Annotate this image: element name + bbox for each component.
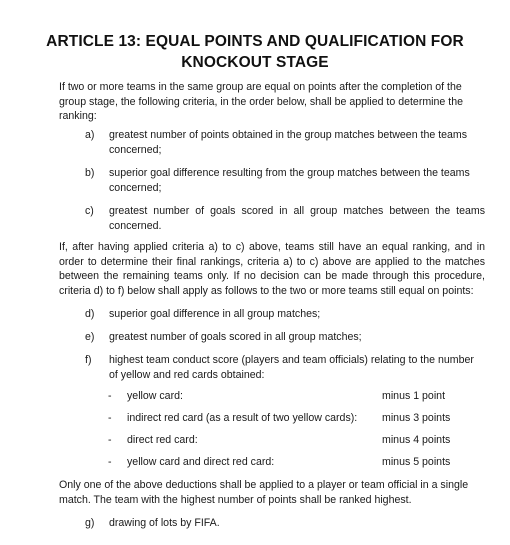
middle-paragraph: If, after having applied criteria a) to c) above, teams still have an equal ranking, and in order to determine their final rankings, criteria a) to c) above are applied to the matches between the remaining teams only. If no decision can be made through this procedure, criteria d) to f) below shall apply as follows to the two or more teams still equal on points: [59, 241, 485, 297]
closing-paragraph: Only one of the above deductions shall be applied to a player or team official in a single match. The team with the highest number of points shall be ranked highest. [59, 479, 469, 506]
criterion-label: g) [85, 517, 95, 529]
deduction-row [108, 412, 458, 427]
criterion-d [85, 307, 487, 323]
points-deduction: minus 3 points [382, 412, 451, 424]
criterion-a [85, 128, 487, 158]
card-type: yellow card and direct red card: [127, 456, 275, 468]
criterion-c [85, 204, 487, 234]
criterion-label: a) [85, 129, 95, 141]
article-title: ARTICLE 13: EQUAL POINTS AND QUALIFICATION FOR [46, 33, 464, 50]
criterion-label: e) [85, 331, 95, 343]
card-type: direct red card: [127, 434, 198, 446]
criterion-g [85, 516, 487, 532]
criterion-e [85, 330, 487, 346]
dash-bullet: - [108, 412, 112, 424]
dash-bullet: - [108, 434, 112, 446]
points-deduction: minus 5 points [382, 456, 451, 468]
criterion-label: d) [85, 308, 95, 320]
criterion-label: b) [85, 167, 95, 179]
criterion-text: superior goal difference in all group matches; [109, 308, 321, 320]
card-type: yellow card: [127, 390, 183, 402]
criterion-text: greatest number of goals scored in all group matches; [109, 331, 362, 343]
criterion-text: greatest number of points obtained in the group matches between the teams concerned; [109, 129, 468, 156]
deduction-row [108, 390, 458, 405]
criterion-f [85, 353, 487, 383]
intro-paragraph: If two or more teams in the same group are equal on points after the completion of the group stage, the following criteria, in the order below, shall be applied to determine the ranking: [59, 81, 463, 122]
deduction-row [108, 434, 458, 449]
dash-bullet: - [108, 456, 112, 468]
criterion-label: c) [85, 205, 94, 217]
dash-bullet: - [108, 390, 112, 402]
points-deduction: minus 1 point [382, 390, 446, 402]
criterion-text: drawing of lots by FIFA. [109, 517, 220, 529]
criterion-label: f) [85, 354, 92, 366]
criterion-text: greatest number of goals scored in all group matches between the teams concerned. [109, 205, 485, 232]
criterion-b [85, 166, 487, 196]
criterion-text: highest team conduct score (players and team officials) relating to the number of yellow and red cards obtained: [109, 354, 474, 381]
points-deduction: minus 4 points [382, 434, 451, 446]
deduction-row [108, 456, 458, 471]
article-subtitle: KNOCKOUT STAGE [181, 54, 329, 71]
criterion-text: superior goal difference resulting from the group matches between the teams concerned; [109, 167, 470, 194]
card-type: indirect red card (as a result of two yellow cards): [127, 412, 358, 424]
